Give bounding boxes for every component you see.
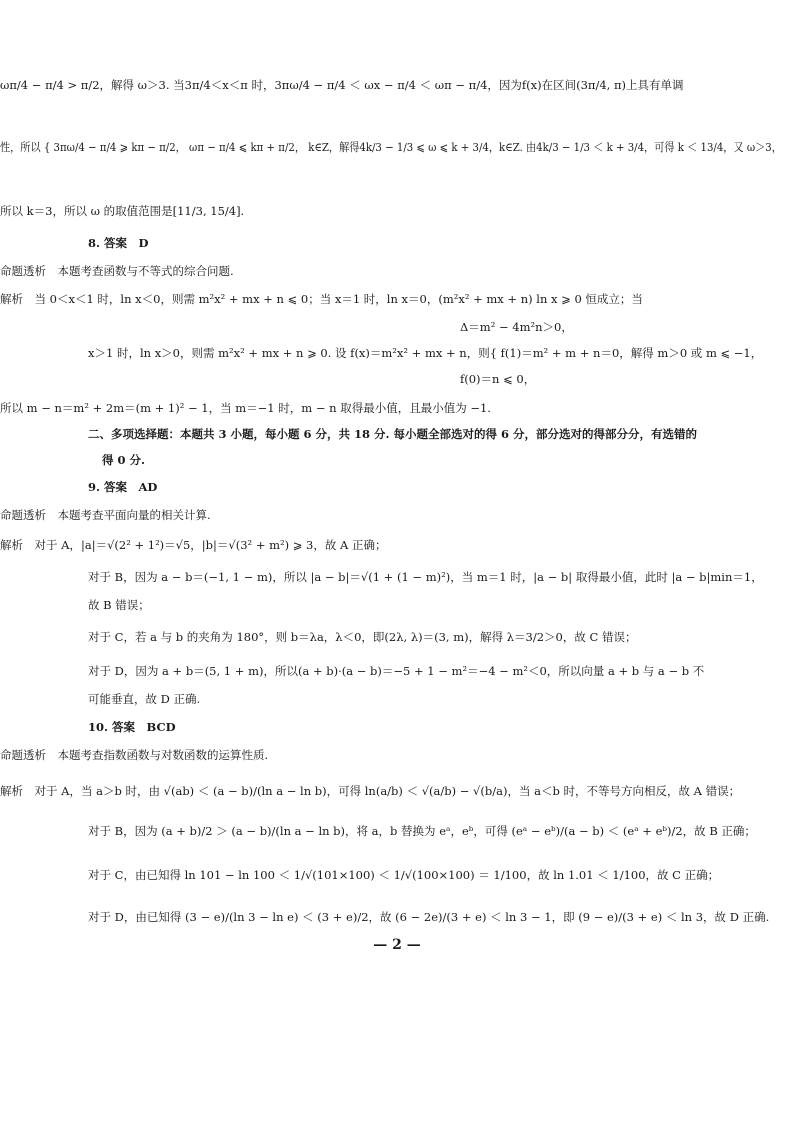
text-line-10b: 对于 B，因为 (a + b)/2 ＞ (a − b)/(ln a − ln b)，将 a，b 替换为 eᵃ，eᵇ，可得 (eᵃ − eᵇ)/(a − b) ＜ (eᵃ + eᵇ)/2，故 B 正确； xyxy=(88,824,756,838)
text-line-8c: 所以 m − n＝m² + 2m＝(m + 1)² − 1，当 m＝−1 时，m − n 取得最小值，且最小值为 −1. xyxy=(0,401,491,415)
text-line-9a: 解析 对于 A，|a|＝√(2² + 1²)＝√5，|b|＝√(3² + m²) ⩾ 3，故 A 正确； xyxy=(0,538,387,552)
system-line-1: Δ＝m² − 4m²n＞0， xyxy=(460,320,573,334)
section-heading: 二、多项选择题：本题共 3 小题，每小题 6 分，共 18 分. 每小题全部选对的得 6 分，部分选对的得部分分，有选错的 xyxy=(88,427,698,441)
answer-10-heading: 10. 答案 BCD xyxy=(88,720,176,734)
answer-8-heading: 8. 答案 D xyxy=(88,236,149,250)
text-line-10c: 对于 C，由已知得 ln 101 − ln 100 ＜ 1/√(101×100) ＜ 1/√(100×100) ＝ 1/100，故 ln 1.01 ＜ 1/100，故 C 正确； xyxy=(88,868,720,882)
text-line-10a: 解析 对于 A，当 a＞b 时，由 √(ab) ＜ (a − b)/(ln a − ln b)，可得 ln(a/b) ＜ √(a/b) − √(b/a)，当 a＜b 时，不等号方向相反，故 A 错误； xyxy=(0,784,741,798)
text-line-9c: 故 B 错误； xyxy=(88,598,150,612)
text-line-10d: 对于 D，由已知得 (3 − e)/(ln 3 − ln e) ＜ (3 + e)/2，故 (6 − 2e)/(3 + e) ＜ ln 3 − 1，即 (9 − e)/(3 + e) ＜ ln 3，故 D 正确. xyxy=(88,910,770,924)
text-line-2: 性，所以 { 3πω/4 − π/4 ⩾ kπ − π/2， ωπ − π/4 ⩽ kπ + π/2， k∈Z，解得4k/3 − 1/3 ⩽ ω ⩽ k + 3/4，k∈Z. 由4k/3 − 1/3 ＜ k + 3/4，可得 k ＜ 13/4，又 ω＞3， xyxy=(0,140,782,154)
text-line-8b: x＞1 时，ln x＞0，则需 m²x² + mx + n ⩾ 0. 设 f(x)＝m²x² + mx + n，则{ f(1)＝m² + m + n＝0，解得 m＞0 或 m ⩽ −1， xyxy=(88,346,763,360)
answer-9-heading: 9. 答案 AD xyxy=(88,480,158,494)
section-heading-cont: 得 0 分. xyxy=(102,453,146,467)
analysis-10-intro: 命题透析 本题考查指数函数与对数函数的运算性质. xyxy=(0,748,269,762)
analysis-8-intro: 命题透析 本题考查函数与不等式的综合问题. xyxy=(0,264,234,278)
page-number: — 2 — xyxy=(373,937,421,953)
text-line-9e: 对于 D，因为 a + b＝(5, 1 + m)，所以(a + b)·(a − b)＝−5 + 1 − m²＝−4 − m²＜0，所以向量 a + b 与 a − b 不 xyxy=(88,664,705,678)
analysis-9-intro: 命题透析 本题考查平面向量的相关计算. xyxy=(0,508,211,522)
system-line-3: f(0)＝n ⩽ 0， xyxy=(460,372,536,386)
text-line-9d: 对于 C，若 a 与 b 的夹角为 180°，则 b＝λa，λ＜0，即(2λ, λ)＝(3, m)，解得 λ＝3/2＞0，故 C 错误； xyxy=(88,630,637,644)
text-line-8a: 解析 当 0＜x＜1 时，ln x＜0，则需 m²x² + mx + n ⩽ 0；当 x＝1 时，ln x＝0，(m²x² + mx + n) ln x ⩾ 0 恒成立；当 xyxy=(0,292,643,306)
text-line-9b: 对于 B，因为 a − b＝(−1, 1 − m)，所以 |a − b|＝√(1 + (1 − m)²)，当 m＝1 时，|a − b| 取得最小值，此时 |a − b|min＝1， xyxy=(88,570,763,584)
text-line-3: 所以 k＝3，所以 ω 的取值范围是[11/3, 15/4]. xyxy=(0,204,245,218)
text-line-1: ωπ/4 − π/4 > π/2，解得 ω＞3. 当3π/4＜x＜π 时，3πω/4 − π/4 ＜ ωx − π/4 ＜ ωπ − π/4，因为f(x)在区间(3π/4, π)上具有单调 xyxy=(0,78,684,92)
text-line-9f: 可能垂直，故 D 正确. xyxy=(88,692,201,706)
